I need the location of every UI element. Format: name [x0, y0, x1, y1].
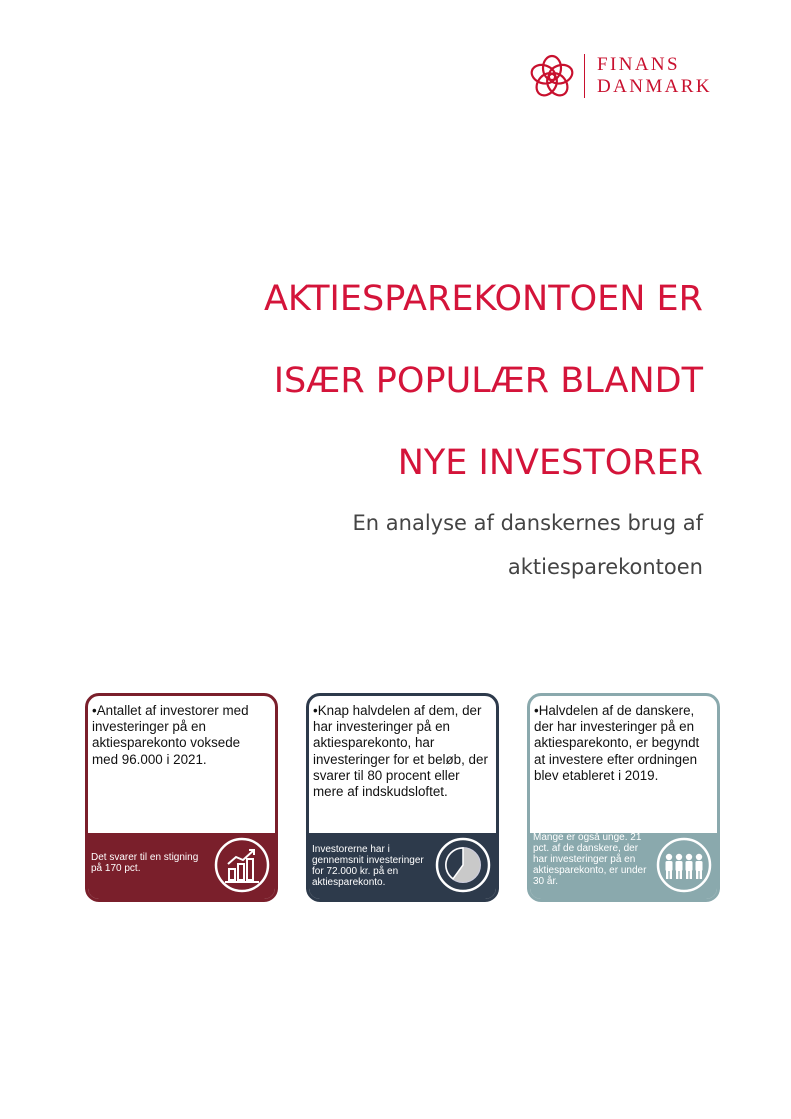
card-text: •Knap halvdelen af dem, der har investeringer på en aktiesparekonto, har investeringer for et beløb, der svarer til 80 procent eller mere af indskudsloftet. — [313, 703, 488, 800]
subtitle-line-1: En analyse af danskernes brug af — [352, 511, 703, 535]
logo-divider — [584, 54, 585, 98]
card-footer — [88, 833, 275, 899]
logo-knot-icon — [524, 52, 580, 102]
page-title — [103, 258, 703, 504]
people-group-icon — [655, 836, 713, 894]
pie-chart-icon — [434, 836, 492, 894]
logo-line-1: FINANS — [597, 54, 681, 75]
card-text: •Antallet af investorer med investeringer på en aktiesparekonto voksede med 96.000 i 2021. — [92, 703, 249, 767]
title-line-2: ISÆR POPULÆR BLANDT — [273, 361, 703, 401]
info-card-new-investors — [527, 693, 720, 902]
card-footer-text: Mange er også unge. 21 pct. af de danskere, der har investeringer på en aktiesparekonto, er under 30 år. — [533, 832, 647, 887]
card-footer — [530, 833, 717, 899]
info-card-growth — [85, 693, 278, 902]
logo-line-2: DANMARK — [597, 76, 712, 97]
card-footer — [309, 833, 496, 899]
logo-wordmark — [597, 54, 712, 98]
card-footer-text: Det svarer til en stigning på 170 pct. — [91, 852, 199, 874]
subtitle-line-2: aktiesparekontoen — [507, 555, 703, 579]
info-card-amount — [306, 693, 499, 902]
card-text: •Halvdelen af de danskere, der har investeringer på en aktiesparekonto, er begyndt at investere efter ordningen blev etableret i 2019. — [534, 703, 700, 783]
finans-danmark-logo — [524, 52, 724, 102]
title-line-3: NYE INVESTORER — [397, 443, 703, 483]
title-line-1: AKTIESPAREKONTOEN ER — [263, 279, 703, 319]
page-subtitle — [103, 501, 703, 589]
bar-chart-growth-icon — [213, 836, 271, 894]
card-footer-text: Investorerne har i gennemsnit investeringer for 72.000 kr. på en aktiesparekonto. — [312, 844, 424, 888]
